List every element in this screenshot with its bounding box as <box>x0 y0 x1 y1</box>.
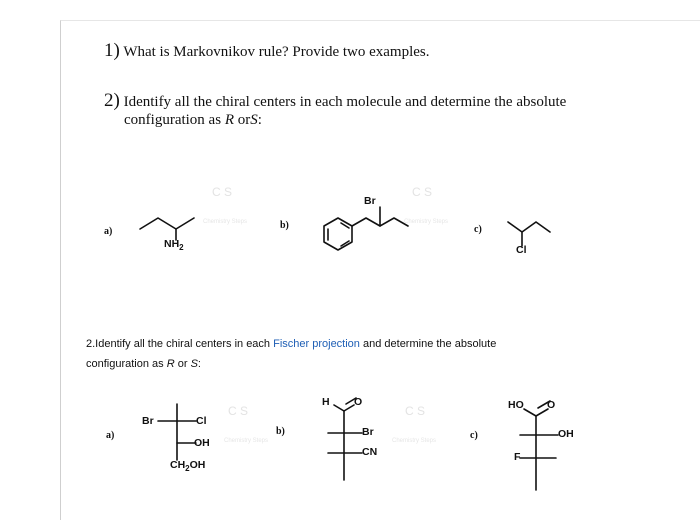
fischer-c-oh: OH <box>558 428 574 440</box>
nh-text: NH <box>164 238 180 250</box>
watermark-logo: C S <box>228 404 249 418</box>
fischer-a-oh: OH <box>194 437 210 449</box>
part1-label-a: a) <box>104 226 113 237</box>
watermark-logo: C S <box>405 404 426 418</box>
q2-colon: : <box>257 112 262 128</box>
molecule-b-skeleton <box>324 207 408 250</box>
ch2-subscript: 2 <box>185 464 190 474</box>
fischer-c-f: F <box>514 451 521 463</box>
q3-colon: : <box>197 358 201 370</box>
question-2-number: 2) <box>104 90 120 111</box>
part2-label-b: b) <box>276 426 285 437</box>
q3-suffix: and determine the absolute <box>359 338 497 350</box>
fischer-b-br: Br <box>362 426 374 438</box>
q2-r-label: R <box>224 112 234 128</box>
bromine-label: Br <box>364 195 376 207</box>
part2-label-a: a) <box>106 430 115 441</box>
q3-s-label: S <box>190 358 198 370</box>
question-1-text: What is Markovnikov rule? Provide two examples. <box>123 44 430 60</box>
ch-text: CH <box>170 459 186 471</box>
fischer-c-ho: HO <box>508 399 524 411</box>
watermark-logo: C S <box>212 185 233 199</box>
question-2-line1: Identify all the chiral centers in each molecule and determine the absolute <box>123 94 567 110</box>
nh2-subscript: 2 <box>179 243 184 253</box>
fischer-a-cl: Cl <box>196 415 207 427</box>
q3-prefix: 2.Identify all the chiral centers in each <box>86 338 274 350</box>
chlorine-label: Cl <box>516 244 527 256</box>
fischer-a-br: Br <box>142 415 154 427</box>
watermark-text: Chemistry Steps <box>404 219 449 225</box>
part1-label-b: b) <box>280 220 289 231</box>
q2-config-text: configuration as <box>124 112 225 128</box>
watermark-logo: C S <box>412 185 433 199</box>
fischer-b-h: H <box>322 396 330 408</box>
watermark-text: Chemistry Steps <box>392 438 437 444</box>
fischer-projection-link[interactable]: Fischer projection <box>273 338 360 350</box>
part1-label-c: c) <box>474 224 482 235</box>
q2-or-text: or <box>233 112 251 128</box>
question-1-number: 1) <box>104 40 120 61</box>
oh-text: OH <box>189 459 206 471</box>
watermark-text: Chemistry Steps <box>203 219 248 225</box>
molecule-a-skeleton <box>140 218 194 240</box>
fischer-c-skeleton <box>520 401 558 490</box>
q2-s-label: S <box>250 112 258 128</box>
watermark-text: Chemistry Steps <box>224 438 269 444</box>
part2-label-c: c) <box>470 430 478 441</box>
fischer-a-skeleton <box>158 404 196 460</box>
q3-or-text: or <box>174 358 191 370</box>
fischer-b-skeleton <box>328 398 362 480</box>
molecule-c-skeleton <box>508 222 550 246</box>
q3-config-text: configuration as <box>86 358 167 370</box>
fischer-c-o: O <box>547 399 556 411</box>
fischer-b-o: O <box>354 396 363 408</box>
q3-r-label: R <box>166 358 175 370</box>
fischer-b-cn: CN <box>362 446 378 458</box>
